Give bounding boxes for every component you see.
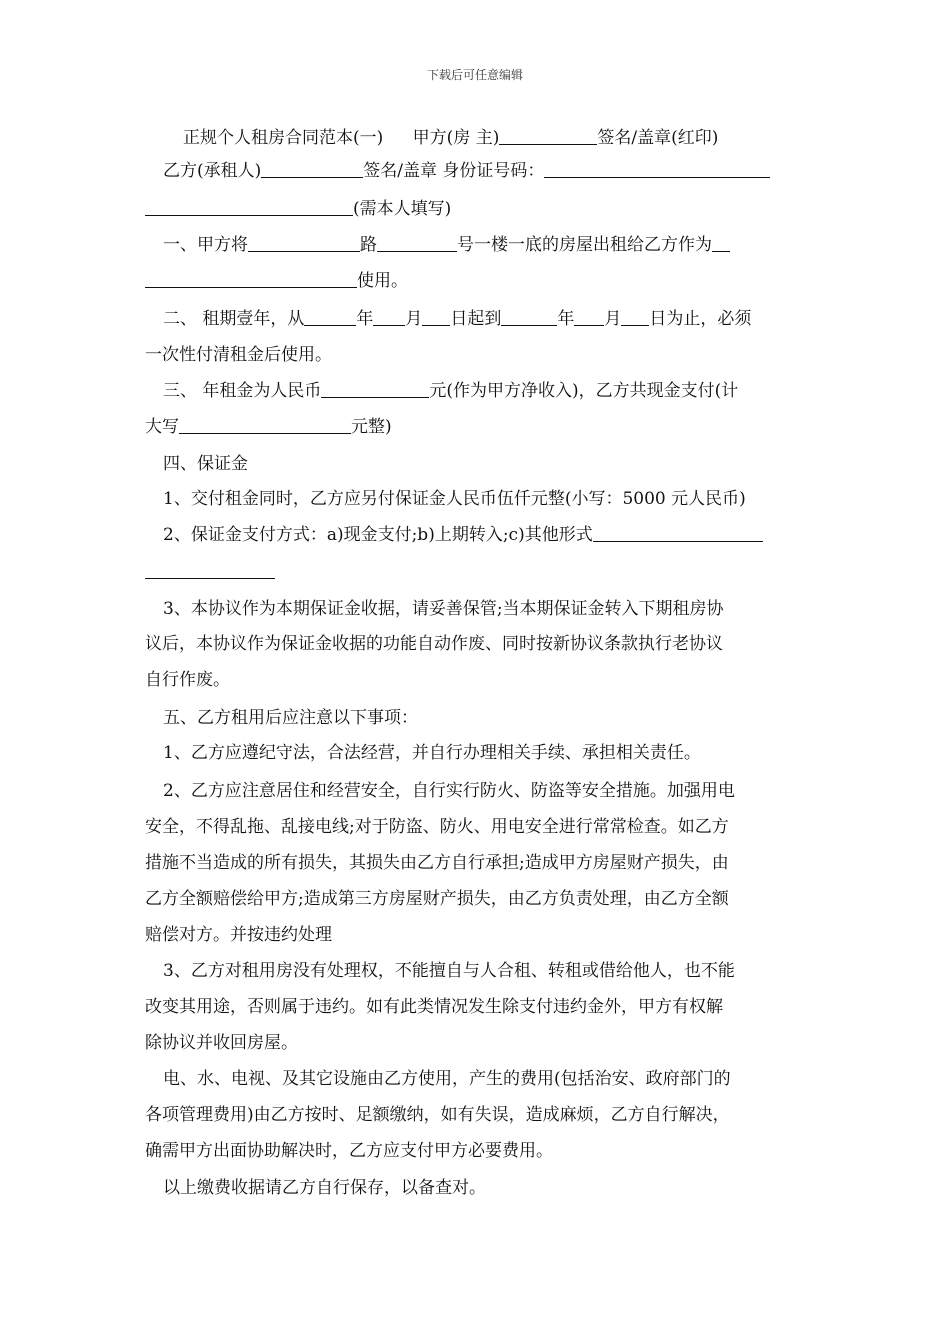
clause-2-cont: 一次性付清租金后使用。	[145, 345, 332, 365]
other-payment-blank-cont[interactable]	[145, 554, 275, 579]
page-header-note: 下载后可任意编辑	[426, 68, 523, 82]
usage-blank[interactable]	[712, 227, 730, 252]
end-year-blank[interactable]	[501, 301, 557, 326]
start-year-blank[interactable]	[304, 301, 356, 326]
contract-title-line: 正规个人租房合同范本(一) 甲方(房 主) 签名/盖章(红印)	[183, 120, 718, 156]
start-month-blank[interactable]	[373, 301, 405, 326]
road-blank[interactable]	[248, 227, 360, 252]
utilities-paragraph-cont2: 确需甲方出面协助解决时，乙方应支付甲方必要费用。	[145, 1141, 553, 1161]
clause-1-line: 一、甲方将 路 号一楼一底的房屋出租给乙方作为	[163, 227, 730, 263]
clause-5-heading: 五、乙方租用后应注意以下事项：	[163, 708, 418, 728]
id-note-line: (需本人填写)	[145, 191, 451, 227]
deposit-item-2-cont	[145, 554, 275, 590]
tenant-line: 乙方(承租人) 签名/盖章 身份证号码：	[163, 153, 770, 189]
landlord-signature-blank[interactable]	[499, 120, 597, 145]
contract-title: 正规个人租房合同范本(一)	[183, 128, 384, 148]
notice-item-3-cont2: 除协议并收回房屋。	[145, 1033, 298, 1053]
clause-2-line: 二、 租期壹年，从 年 月 日起到 年 月 日为止，必须	[163, 301, 751, 337]
deposit-item-1: 1、交付租金同时，乙方应另付保证金人民币伍仟元整(小写：5000 元人民币)	[163, 489, 746, 509]
rent-capital-blank[interactable]	[179, 409, 351, 434]
end-month-blank[interactable]	[574, 301, 604, 326]
notice-item-3: 3、乙方对租用房没有处理权，不能擅自与人合租、转租或借给他人，也不能	[163, 961, 735, 981]
notice-item-3-cont: 改变其用途，否则属于违约。如有此类情况发生除支付违约金外，甲方有权解	[145, 997, 723, 1017]
clause-1-cont: 使用。	[145, 263, 408, 299]
usage-blank-cont[interactable]	[145, 263, 357, 288]
start-day-blank[interactable]	[422, 301, 450, 326]
clause-3-line: 三、 年租金为人民币 元(作为甲方净收入)，乙方共现金支付(计	[163, 373, 738, 409]
rent-amount-blank[interactable]	[321, 373, 429, 398]
other-payment-blank[interactable]	[593, 517, 763, 542]
notice-item-2: 2、乙方应注意居住和经营安全，自行实行防火、防盗等安全措施。加强用电	[163, 781, 735, 801]
clause-3-cont: 大写 元整)	[145, 409, 392, 445]
notice-item-2-cont3: 乙方全额赔偿给甲方;造成第三方房屋财产损失，由乙方负责处理，由乙方全额	[145, 889, 729, 909]
receipt-note: 以上缴费收据请乙方自行保存，以备查对。	[163, 1178, 486, 1198]
house-number-blank[interactable]	[377, 227, 457, 252]
id-number-blank[interactable]	[544, 153, 770, 178]
notice-item-1: 1、乙方应遵纪守法，合法经营，并自行办理相关手续、承担相关责任。	[163, 743, 701, 763]
deposit-item-3-cont2: 自行作废。	[145, 670, 230, 690]
notice-item-2-cont4: 赔偿对方。并按违约处理	[145, 925, 332, 945]
utilities-paragraph: 电、水、电视、及其它设施由乙方使用，产生的费用(包括治安、政府部门的	[163, 1069, 731, 1089]
clause-4-heading: 四、保证金	[163, 454, 248, 474]
deposit-item-3: 3、本协议作为本期保证金收据，请妥善保管;当本期保证金转入下期租房协	[163, 599, 724, 619]
notice-item-2-cont2: 措施不当造成的所有损失，其损失由乙方自行承担;造成甲方房屋财产损失，由	[145, 853, 729, 873]
tenant-signature-blank[interactable]	[261, 153, 363, 178]
end-day-blank[interactable]	[621, 301, 649, 326]
deposit-item-3-cont: 议后，本协议作为保证金收据的功能自动作废、同时按新协议条款执行老协议	[145, 634, 723, 654]
utilities-paragraph-cont: 各项管理费用)由乙方按时、足额缴纳，如有失误，造成麻烦，乙方自行解决，	[145, 1105, 730, 1125]
notice-item-2-cont: 安全，不得乱拖、乱接电线;对于防盗、防火、用电安全进行常常检查。如乙方	[145, 817, 729, 837]
id-number-blank-cont[interactable]	[145, 191, 353, 216]
deposit-item-2: 2、保证金支付方式：a)现金支付;b)上期转入;c)其他形式	[163, 517, 763, 553]
